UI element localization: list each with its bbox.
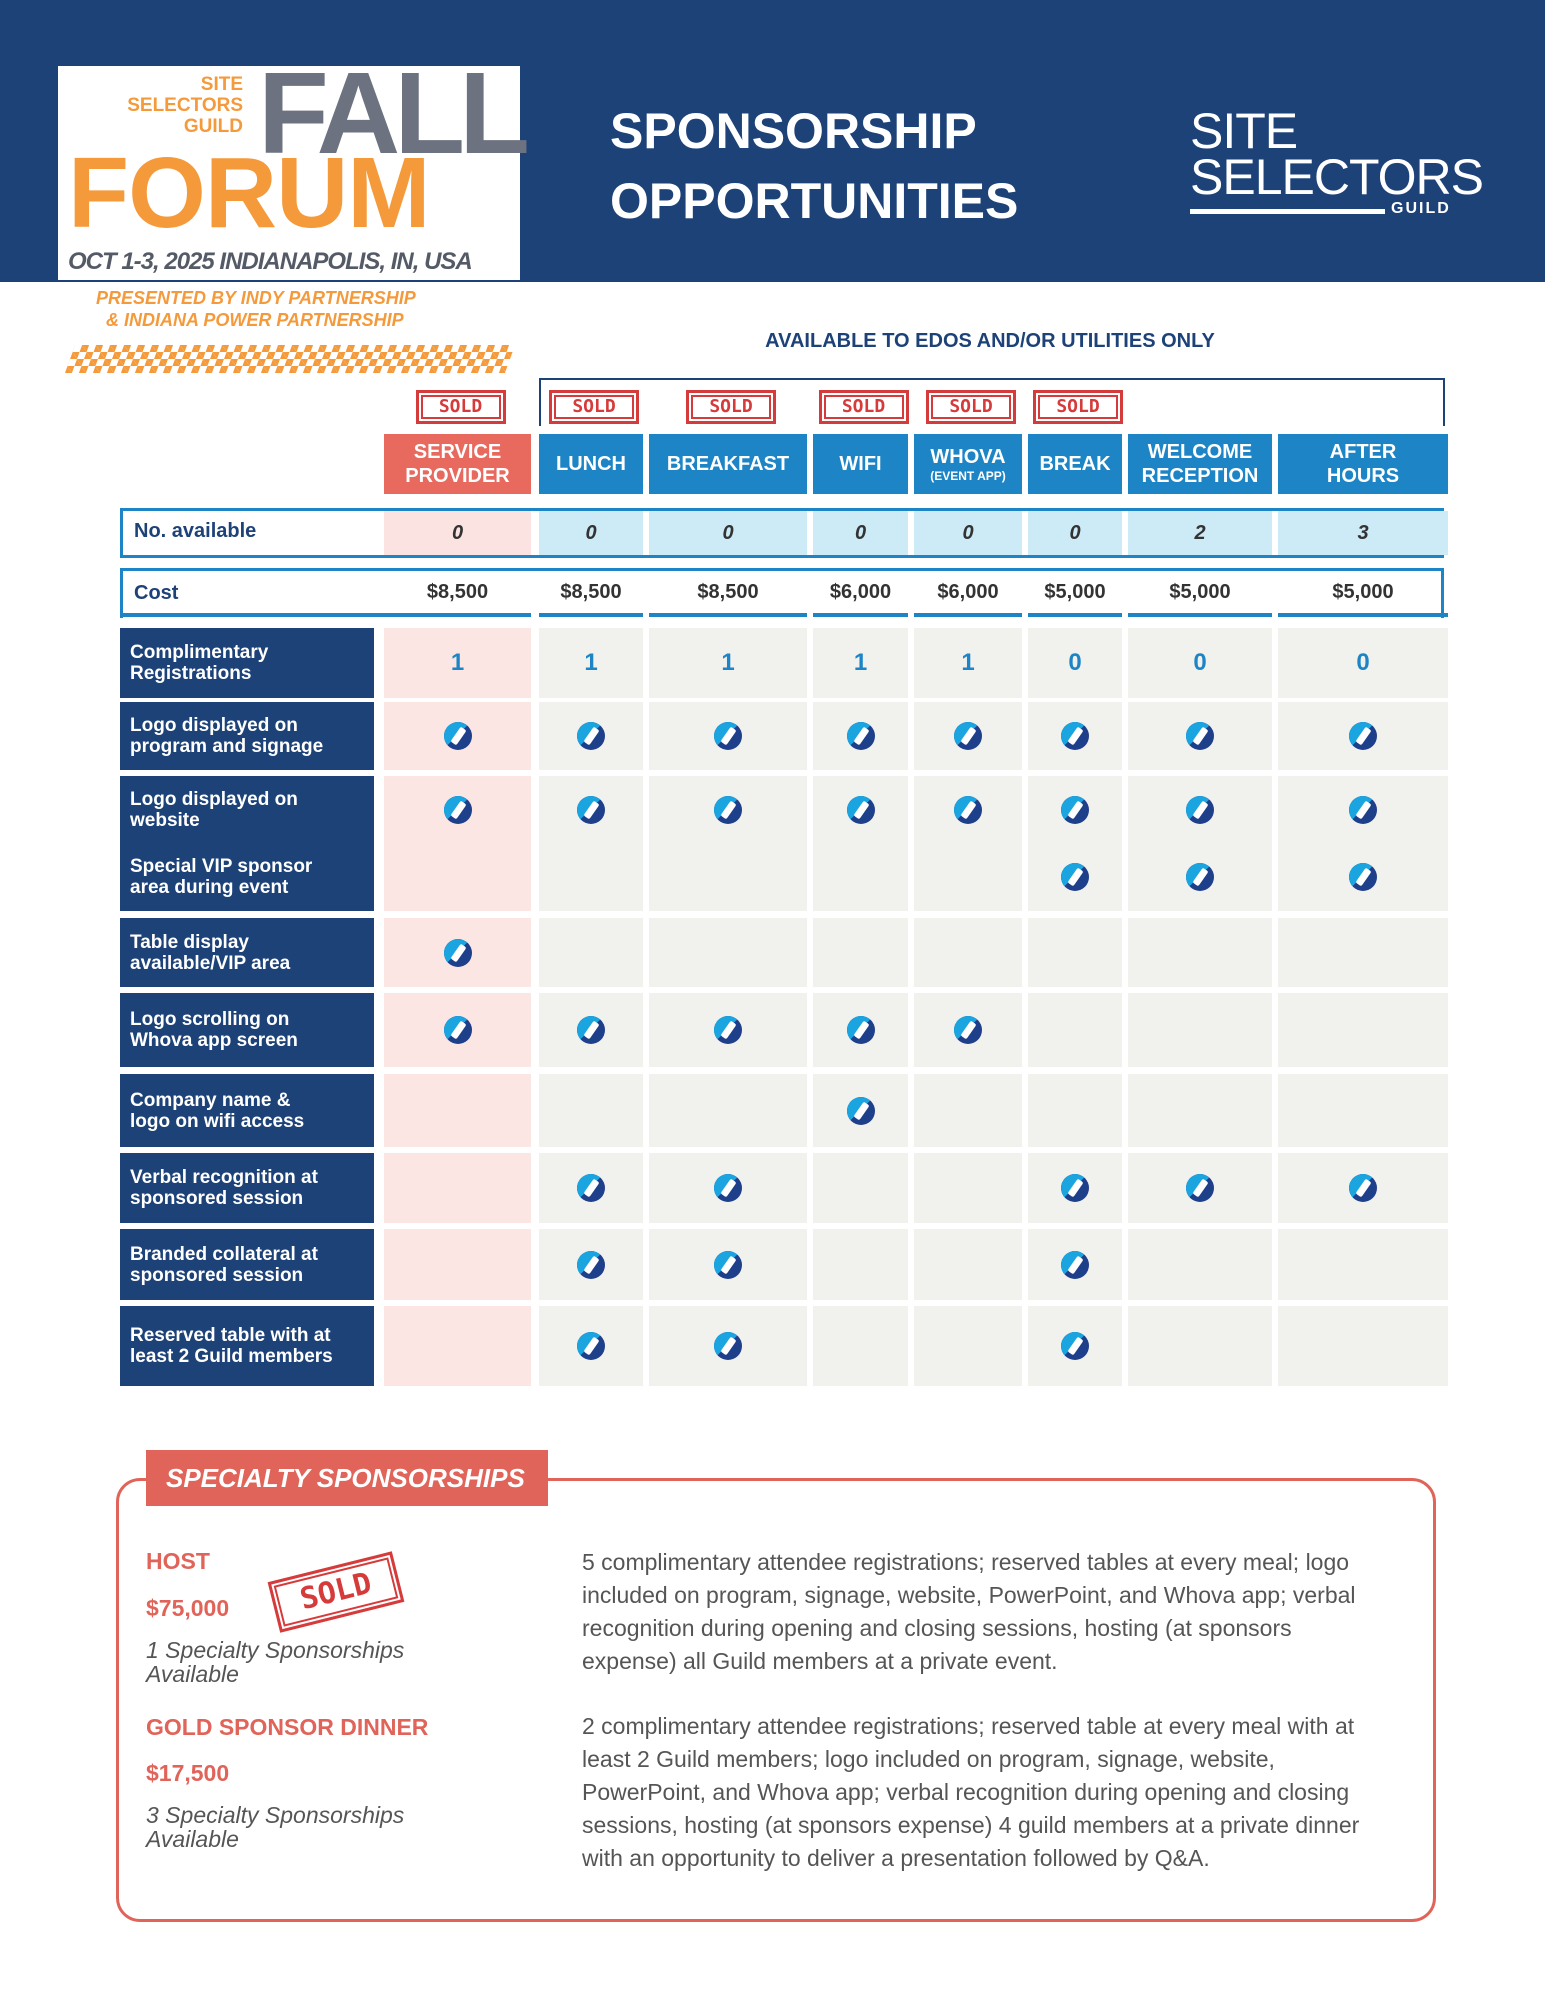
comp-registrations-value: 0 [1356, 649, 1370, 676]
feature-label: Special VIP sponsor area during event [120, 843, 374, 911]
table-cell [1028, 993, 1122, 1067]
table-cell [649, 776, 807, 843]
feature-label: Company name & logo on wifi access [120, 1074, 374, 1147]
feature-label: Logo displayed on website [120, 776, 374, 843]
column-header-2: BREAKFAST [649, 434, 807, 494]
table-cell [384, 918, 531, 987]
compass-check-icon [847, 722, 875, 750]
table-cell [813, 628, 908, 698]
table-cell [539, 993, 643, 1067]
cost-value: $6,000 [829, 580, 892, 603]
table-cell [539, 918, 643, 987]
table-cell [384, 776, 531, 843]
table-cell [649, 1153, 807, 1223]
table-cell [1278, 776, 1448, 843]
compass-check-icon [954, 1016, 982, 1044]
specialty-title: SPECIALTY SPONSORSHIPS [146, 1450, 548, 1506]
cost-cell [1128, 571, 1272, 613]
table-cell [1278, 1229, 1448, 1300]
available-cell [1128, 511, 1272, 555]
compass-check-icon [1061, 1251, 1089, 1279]
table-cell [1278, 918, 1448, 987]
compass-check-icon [444, 722, 472, 750]
cost-cell [1028, 571, 1122, 613]
table-cell [1278, 843, 1448, 911]
table-cell [1028, 843, 1122, 911]
table-cell [649, 628, 807, 698]
available-cell [649, 511, 807, 555]
compass-check-icon [1349, 863, 1377, 891]
gold-sponsor-name: GOLD SPONSOR DINNER [146, 1714, 429, 1740]
sold-stamp-3: SOLD [819, 390, 909, 424]
feature-label: Table display available/VIP area [120, 918, 374, 987]
compass-check-icon [1061, 796, 1089, 824]
table-cell [1278, 993, 1448, 1067]
available-cell [384, 511, 531, 555]
available-cell [1278, 511, 1448, 555]
table-cell [539, 776, 643, 843]
available-count: 0 [962, 521, 974, 544]
host-name: HOST [146, 1548, 210, 1574]
table-cell [649, 918, 807, 987]
cost-value: $5,000 [1044, 580, 1106, 603]
available-cell [1028, 511, 1122, 555]
table-cell [914, 702, 1022, 770]
table-cell [1028, 628, 1122, 698]
table-cell [1128, 1074, 1272, 1147]
compass-check-icon [1061, 1332, 1089, 1360]
compass-check-icon [577, 722, 605, 750]
cost-underline [914, 613, 1022, 617]
table-cell [649, 1074, 807, 1147]
table-cell [914, 1229, 1022, 1300]
cost-value: $6,000 [937, 580, 999, 603]
compass-check-icon [714, 722, 742, 750]
column-header-4: WHOVA (EVENT APP) [914, 434, 1022, 494]
logo-site-selectors-guild: SITE SELECTORS GUILD [127, 74, 243, 137]
compass-check-icon [954, 722, 982, 750]
logo-forum: FORUM [68, 137, 430, 249]
cost-cell [539, 571, 643, 613]
event-date-location: OCT 1-3, 2025 INDIANAPOLIS, IN, USA [68, 248, 472, 275]
table-cell [649, 843, 807, 911]
table-cell [1128, 776, 1272, 843]
table-cell [539, 702, 643, 770]
compass-check-icon [444, 1016, 472, 1044]
table-cell [1278, 702, 1448, 770]
compass-check-icon [1061, 1174, 1089, 1202]
available-count: 3 [1357, 521, 1369, 544]
available-label: No. available [134, 520, 257, 542]
column-header-6: WELCOME RECEPTION [1128, 434, 1272, 494]
cost-cell [813, 571, 908, 613]
table-cell [914, 843, 1022, 911]
table-cell [914, 1306, 1022, 1386]
compass-check-icon [954, 796, 982, 824]
comp-registrations-value: 1 [853, 649, 868, 676]
compass-check-icon [1061, 722, 1089, 750]
table-cell [384, 702, 531, 770]
compass-check-icon [577, 1332, 605, 1360]
column-header-5: BREAK [1028, 434, 1122, 494]
comp-registrations-label: Complimentary Registrations [120, 628, 374, 698]
sold-stamp-0: SOLD [416, 390, 506, 424]
table-cell [914, 1153, 1022, 1223]
table-cell [1028, 1074, 1122, 1147]
table-cell [1278, 628, 1448, 698]
table-cell [384, 993, 531, 1067]
cost-label: Cost [134, 582, 179, 604]
available-count: 0 [1069, 521, 1081, 544]
table-cell [1028, 918, 1122, 987]
compass-check-icon [1349, 722, 1377, 750]
host-availability: 1 Specialty Sponsorships Available [146, 1637, 405, 1687]
compass-check-icon [714, 1174, 742, 1202]
available-count: 0 [585, 521, 597, 544]
compass-check-icon [1061, 863, 1089, 891]
sold-stamp-5: SOLD [1033, 390, 1123, 424]
table-cell [1128, 628, 1272, 698]
column-header-3: WIFI [813, 434, 908, 494]
table-cell [649, 702, 807, 770]
available-cell [813, 511, 908, 555]
table-cell [1128, 843, 1272, 911]
table-cell [813, 918, 908, 987]
cost-value: $5,000 [1332, 580, 1394, 603]
cost-underline [539, 613, 643, 617]
table-cell [384, 1306, 531, 1386]
table-cell [1128, 1306, 1272, 1386]
table-cell [1028, 1153, 1122, 1223]
table-cell [1028, 1229, 1122, 1300]
checkered-stripe [65, 345, 515, 373]
table-cell [1278, 1306, 1448, 1386]
cost-underline [1028, 613, 1122, 617]
table-cell [1128, 702, 1272, 770]
feature-label: Logo scrolling on Whova app screen [120, 993, 374, 1067]
comp-registrations-value: 1 [961, 649, 975, 676]
cost-value: $8,500 [426, 580, 489, 603]
sold-stamp-4: SOLD [926, 390, 1016, 424]
gold-sponsor-price: $17,500 [146, 1760, 230, 1786]
table-cell [1128, 1153, 1272, 1223]
cost-value: $8,500 [560, 580, 622, 603]
site-selectors-guild-logo: SITE SELECTORS GUILD [1190, 103, 1483, 217]
compass-check-icon [714, 796, 742, 824]
table-cell [813, 843, 908, 911]
table-cell [813, 1229, 908, 1300]
table-cell [384, 1074, 531, 1147]
compass-check-icon [577, 1251, 605, 1279]
compass-check-icon [1186, 863, 1214, 891]
column-header-0: SERVICE PROVIDER [384, 434, 531, 494]
cost-underline [1278, 613, 1448, 617]
compass-check-icon [714, 1332, 742, 1360]
table-cell [384, 1153, 531, 1223]
host-description: 5 complimentary attendee registrations; reserved tables at every meal; logo included on program, signage, website, PowerPoint, and Whova app; verbal recognition during opening and closing sessions, hosting (at sponsors expense) all Guild members at a private event. [582, 1549, 1356, 1674]
table-cell [813, 1306, 908, 1386]
available-cell [539, 511, 643, 555]
table-cell [1278, 1153, 1448, 1223]
available-count: 0 [451, 521, 464, 544]
compass-check-icon [577, 1174, 605, 1202]
table-cell [1028, 1306, 1122, 1386]
table-cell [813, 776, 908, 843]
table-cell [813, 1074, 908, 1147]
table-cell [1278, 1074, 1448, 1147]
table-cell [539, 628, 643, 698]
compass-check-icon [444, 796, 472, 824]
feature-label: Branded collateral at sponsored session [120, 1229, 374, 1300]
comp-registrations-value: 0 [1193, 649, 1207, 676]
compass-check-icon [577, 796, 605, 824]
table-cell [914, 1074, 1022, 1147]
gold-sponsor-description: 2 complimentary attendee registrations; reserved table at every meal with at least 2 Guild members; logo included on program, signage, website, PowerPoint, and Whova app; verbal recognition during opening and closing sessions, hosting (at sponsors expense) 4 guild members at a private dinner with an opportunity to deliver a presentation followed by Q&A. [582, 1713, 1360, 1871]
table-cell [539, 1229, 643, 1300]
cost-underline [120, 613, 384, 617]
host-sold-stamp: SOLD [268, 1551, 405, 1632]
table-cell [384, 1229, 531, 1300]
compass-check-icon [1186, 796, 1214, 824]
compass-check-icon [847, 1016, 875, 1044]
available-cell [914, 511, 1022, 555]
comp-registrations-value: 1 [584, 649, 598, 676]
table-cell [539, 1153, 643, 1223]
table-cell [384, 843, 531, 911]
table-cell [914, 628, 1022, 698]
comp-registrations-value: 1 [450, 649, 465, 676]
available-count: 0 [722, 521, 734, 544]
cost-underline [1128, 613, 1272, 617]
table-cell [649, 1306, 807, 1386]
compass-check-icon [577, 1016, 605, 1044]
compass-check-icon [847, 796, 875, 824]
table-cell [1128, 918, 1272, 987]
table-cell [384, 628, 531, 698]
host-price: $75,000 [146, 1595, 230, 1621]
table-cell [649, 1229, 807, 1300]
table-cell [649, 993, 807, 1067]
compass-check-icon [847, 1097, 875, 1125]
column-header-1: LUNCH [539, 434, 643, 494]
feature-label: Verbal recognition at sponsored session [120, 1153, 374, 1223]
cost-underline [384, 613, 531, 617]
feature-label: Logo displayed on program and signage [120, 702, 374, 770]
cost-value: $8,500 [697, 580, 759, 603]
comp-registrations-value: 1 [721, 649, 735, 676]
table-cell [813, 993, 908, 1067]
cost-cell [649, 571, 807, 613]
table-cell [539, 843, 643, 911]
page-title: SPONSORSHIP OPPORTUNITIES [610, 103, 1019, 229]
compass-check-icon [1186, 1174, 1214, 1202]
table-cell [914, 918, 1022, 987]
table-cell [914, 993, 1022, 1067]
table-cell [914, 776, 1022, 843]
table-cell [1028, 776, 1122, 843]
table-cell [539, 1306, 643, 1386]
presented-by: PRESENTED BY INDY PARTNERSHIP & INDIANA POWER PARTNERSHIP [96, 288, 416, 330]
compass-check-icon [1349, 796, 1377, 824]
gold-sponsor-availability: 3 Specialty Sponsorships Available [146, 1802, 405, 1852]
column-header-7: AFTER HOURS [1278, 434, 1448, 494]
table-cell [813, 702, 908, 770]
cost-cell [384, 571, 531, 613]
compass-check-icon [444, 939, 472, 967]
feature-label: Reserved table with at least 2 Guild members [120, 1306, 374, 1386]
table-cell [1028, 702, 1122, 770]
cost-cell [914, 571, 1022, 613]
available-count: 2 [1194, 521, 1206, 544]
sold-stamp-1: SOLD [549, 390, 639, 424]
available-count: 0 [854, 521, 867, 544]
cost-underline [813, 613, 908, 617]
cost-value: $5,000 [1169, 580, 1231, 603]
compass-check-icon [714, 1251, 742, 1279]
sold-stamp-2: SOLD [686, 390, 776, 424]
compass-check-icon [714, 1016, 742, 1044]
comp-registrations-value: 0 [1068, 649, 1082, 676]
cost-cell [1278, 571, 1448, 613]
compass-check-icon [1349, 1174, 1377, 1202]
table-cell [539, 1074, 643, 1147]
table-cell [1128, 1229, 1272, 1300]
compass-check-icon [1186, 722, 1214, 750]
cost-underline [649, 613, 807, 617]
table-cell [1128, 993, 1272, 1067]
logo-fall: FALL [258, 48, 524, 178]
availability-note: AVAILABLE TO EDOS AND/OR UTILITIES ONLY [765, 330, 1215, 352]
table-cell [813, 1153, 908, 1223]
